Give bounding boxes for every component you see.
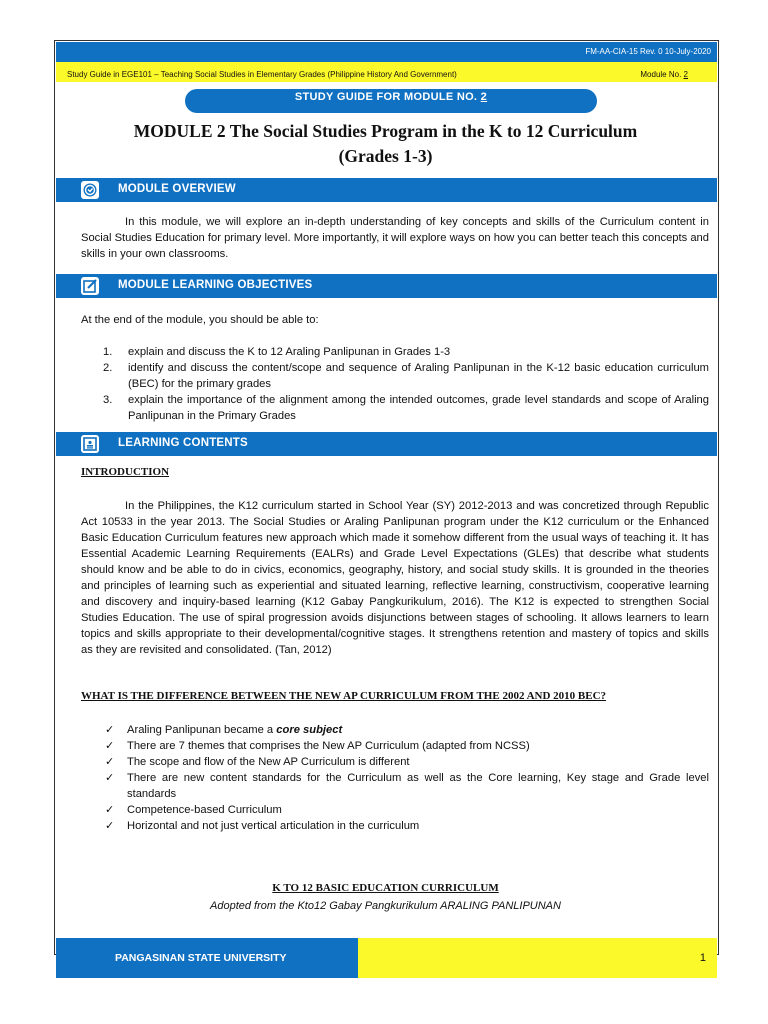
section-bar-overview [56, 178, 717, 202]
section-label-contents: LEARNING CONTENTS [118, 437, 248, 449]
overview-text: In this module, we will explore an in-depth understanding of key concepts and skills of the Curriculum content in Social Studies Education for primary level. More importantly, it will explore ways on how you can better teach this concepts and skills in your own classrooms. [81, 216, 709, 260]
list-item: ✓ Horizontal and not just vertical articulation in the curriculum [105, 820, 420, 832]
list-item: ✓ The scope and flow of the New AP Curriculum is different [105, 756, 410, 768]
study-guide-pill-label: STUDY GUIDE FOR MODULE NO. 2 [294, 91, 488, 103]
list-item: ✓ Araling Panlipunan became a core subject [105, 724, 343, 736]
check-icon: ✓ [105, 804, 115, 816]
check-icon: ✓ [105, 740, 115, 752]
bec-heading: K TO 12 BASIC EDUCATION CURRICULUM [272, 882, 499, 894]
section-label-overview: MODULE OVERVIEW [118, 183, 236, 195]
footer-yellow-bar [358, 938, 717, 978]
list-item: ✓ Competence-based Curriculum [105, 804, 282, 816]
check-icon: ✓ [105, 772, 115, 784]
introduction-heading: INTRODUCTION [81, 466, 170, 478]
introduction-text: In the Philippines, the K12 curriculum started in School Year (SY) 2012-2013 and was concretized through Republic Act 10533 in the year 2013. The Social Studies or Araling Panlipunan program under the K12 curriculum or the Enhanced Basic Education Curriculum features new approach which made it somehow different from the usual ways of teaching it. It has Essential Academic Learning Requirements (EALRs) and Grade Level Expectations (GLEs) that describe what students should know and be able to do in civics, economics, geography, history, and social study skills. It is grounded in the theories and principles of learning such as experiential and situated learning, reflective learning, constructivism, cooperative learning and discovery and inquiry-based learning (K12 Gabay Pangkurikulum, 2016). The K12 is expected to strengthen Social Studies Education. The use of spiral progression avoids disjunctions between stages of schooling. It allows learners to learn topics and skills appropriate to their developmental/cognitive stages. It strengthens retention and mastery of topics and skills as they are revisited and consolidated. (Tan, 2012) [81, 500, 709, 656]
check-icon: ✓ [105, 724, 115, 736]
list-item: ✓ There are new content standards for the Curriculum as well as the Core learning, Key stage and Grade level standards [105, 772, 709, 800]
list-item: 3. explain the importance of the alignment among the intended outcomes, grade level standards and scope of Araling Panlipunan in the Primary Grades [103, 394, 709, 422]
module-number: Module No. 2 [640, 70, 688, 79]
university-name: PANGASINAN STATE UNIVERSITY [115, 952, 287, 964]
edit-icon [81, 277, 99, 295]
list-item: 1. explain and discuss the K to 12 Araling Panlipunan in Grades 1-3 [103, 346, 451, 358]
difference-heading: WHAT IS THE DIFFERENCE BETWEEN THE NEW AP CURRICULUM FROM THE 2002 AND 2010 BEC? [81, 690, 607, 702]
list-item: 2. identify and discuss the content/scope and sequence of Araling Panlipunan in the K-12 basic education curriculum (BEC) for the primary grades [103, 362, 709, 390]
page-number: 1 [699, 952, 706, 964]
header-blue-bar [56, 42, 717, 62]
section-label-objectives: MODULE LEARNING OBJECTIVES [118, 279, 313, 291]
section-bar-contents [56, 432, 717, 456]
module-title: MODULE 2 The Social Studies Program in the K to 12 Curriculum (Grades 1-3) [133, 121, 638, 166]
objectives-intro: At the end of the module, you should be able to: [81, 314, 319, 326]
document-page [54, 40, 719, 964]
overview-icon [81, 181, 99, 199]
contents-icon [81, 435, 99, 453]
check-icon: ✓ [105, 756, 115, 768]
form-code: FM-AA-CIA-15 Rev. 0 10-July-2020 [585, 47, 711, 56]
study-guide-title: Study Guide in EGE101 – Teaching Social Studies in Elementary Grades (Philippine History And Government) [67, 70, 457, 79]
objectives-list [103, 344, 709, 424]
module-number-value: 2 [683, 70, 688, 79]
section-bar-objectives [56, 274, 717, 298]
bec-caption: Adopted from the Kto12 Gabay Pangkurikulum ARALING PANLIPUNAN [210, 900, 561, 912]
list-item: ✓ There are 7 themes that comprises the New AP Curriculum (adapted from NCSS) [105, 740, 530, 752]
difference-list [105, 722, 709, 834]
check-icon: ✓ [105, 820, 115, 832]
